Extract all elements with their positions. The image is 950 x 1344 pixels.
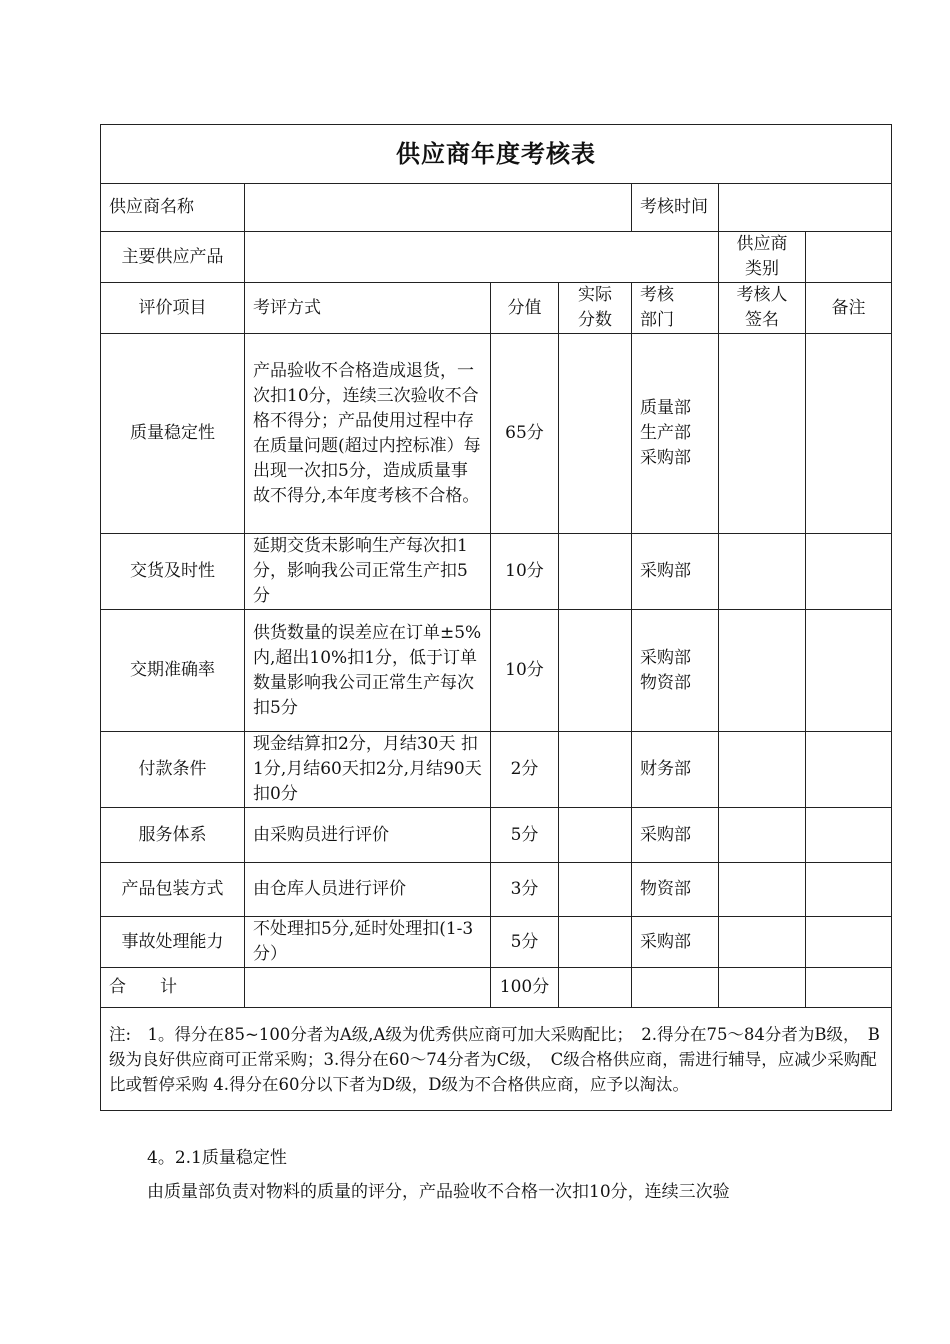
row-signer-field[interactable] (719, 534, 806, 610)
row-actual-score-field[interactable] (559, 534, 632, 610)
row-actual-score-field[interactable] (559, 732, 632, 808)
row-actual-score-field[interactable] (559, 808, 632, 863)
row-dept: 采购部 (632, 534, 719, 610)
row-item: 产品包装方式 (101, 863, 245, 917)
row-method: 供货数量的误差应在订单±5%内,超出10%扣1分，低于订单数量影响我公司正常生产每次扣5分 (245, 610, 491, 732)
row-item: 付款条件 (101, 732, 245, 808)
form-title: 供应商年度考核表 (101, 125, 892, 184)
row-actual-score-field[interactable] (559, 610, 632, 732)
row-signer-field[interactable] (719, 917, 806, 968)
header-signer: 考核人 签名 (719, 283, 806, 334)
row-dept: 质量部 生产部 采购部 (632, 334, 719, 534)
row-item: 交期准确率 (101, 610, 245, 732)
row-method: 由采购员进行评价 (245, 808, 491, 863)
table-row (101, 732, 892, 808)
row-dept: 物资部 (632, 863, 719, 917)
total-method-empty (245, 968, 491, 1008)
row-score: 5分 (491, 917, 559, 968)
row-score: 5分 (491, 808, 559, 863)
grading-note: 注: 1。得分在85~100分者为A级,A级为优秀供应商可加大采购配比； 2.得分在75～84分者为B级， B级为良好供应商可正常采购；3.得分在60～74分者为C级， C级合格供应商，需进行辅导，应减少采购配比或暂停采购 4.得分在60分以下者为D级，D级为不合格供应商，应予以淘汰。 (101, 1008, 892, 1111)
row-item: 服务体系 (101, 808, 245, 863)
row-remark-field[interactable] (806, 732, 892, 808)
table-row (101, 610, 892, 732)
total-actual-field[interactable] (559, 968, 632, 1008)
supplier-name-label: 供应商名称 (101, 184, 245, 232)
row-item: 交货及时性 (101, 534, 245, 610)
row-score: 3分 (491, 863, 559, 917)
row-method: 不处理扣5分,延时处理扣(1-3分） (245, 917, 491, 968)
header-actual: 实际 分数 (559, 283, 632, 334)
row-remark-field[interactable] (806, 808, 892, 863)
supplier-annual-assessment-table (100, 124, 892, 1111)
row-actual-score-field[interactable] (559, 917, 632, 968)
table-row (101, 534, 892, 610)
row-score: 65分 (491, 334, 559, 534)
row-signer-field[interactable] (719, 863, 806, 917)
header-item: 评价项目 (101, 283, 245, 334)
row-signer-field[interactable] (719, 610, 806, 732)
row-item: 质量稳定性 (101, 334, 245, 534)
row-actual-score-field[interactable] (559, 863, 632, 917)
table-row (101, 863, 892, 917)
row-method: 现金结算扣2分，月结30天 扣1分,月结60天扣2分,月结90天扣0分 (245, 732, 491, 808)
row-dept: 采购部 (632, 917, 719, 968)
total-remark-field[interactable] (806, 968, 892, 1008)
row-dept: 采购部 (632, 808, 719, 863)
supplier-category-field[interactable] (806, 232, 892, 283)
row-actual-score-field[interactable] (559, 334, 632, 534)
assess-time-field[interactable] (719, 184, 892, 232)
row-remark-field[interactable] (806, 610, 892, 732)
row-signer-field[interactable] (719, 808, 806, 863)
main-product-label: 主要供应产品 (101, 232, 245, 283)
header-remark: 备注 (806, 283, 892, 334)
row-remark-field[interactable] (806, 334, 892, 534)
header-dept: 考核 部门 (632, 283, 719, 334)
table-row (101, 334, 892, 534)
section-body: 由质量部负责对物料的质量的评分，产品验收不合格一次扣10分，连续三次验 (147, 1182, 730, 1202)
row-remark-field[interactable] (806, 917, 892, 968)
assess-time-label: 考核时间 (632, 184, 719, 232)
section-heading: 4。2.1质量稳定性 (147, 1148, 287, 1168)
table-row (101, 808, 892, 863)
row-score: 2分 (491, 732, 559, 808)
row-score: 10分 (491, 610, 559, 732)
supplier-category-label: 供应商 类别 (719, 232, 806, 283)
header-row (101, 283, 892, 334)
total-signer-field[interactable] (719, 968, 806, 1008)
row-method: 产品验收不合格造成退货，一次扣10分，连续三次验收不合格不得分；产品使用过程中存在质量问题(超过内控标准）每出现一次扣5分，造成质量事故不得分,本年度考核不合格。 (245, 334, 491, 534)
row-remark-field[interactable] (806, 863, 892, 917)
row-dept: 财务部 (632, 732, 719, 808)
header-score: 分值 (491, 283, 559, 334)
row-dept: 采购部 物资部 (632, 610, 719, 732)
table-row (101, 917, 892, 968)
total-dept-empty (632, 968, 719, 1008)
row-method: 由仓库人员进行评价 (245, 863, 491, 917)
row-score: 10分 (491, 534, 559, 610)
supplier-name-field[interactable] (245, 184, 632, 232)
row-remark-field[interactable] (806, 534, 892, 610)
total-row (101, 968, 892, 1008)
row-signer-field[interactable] (719, 334, 806, 534)
header-method: 考评方式 (245, 283, 491, 334)
row-method: 延期交货未影响生产每次扣1分，影响我公司正常生产扣5分 (245, 534, 491, 610)
total-score: 100分 (491, 968, 559, 1008)
row-signer-field[interactable] (719, 732, 806, 808)
main-product-field[interactable] (245, 232, 719, 283)
row-item: 事故处理能力 (101, 917, 245, 968)
total-label: 合 计 (101, 968, 245, 1008)
